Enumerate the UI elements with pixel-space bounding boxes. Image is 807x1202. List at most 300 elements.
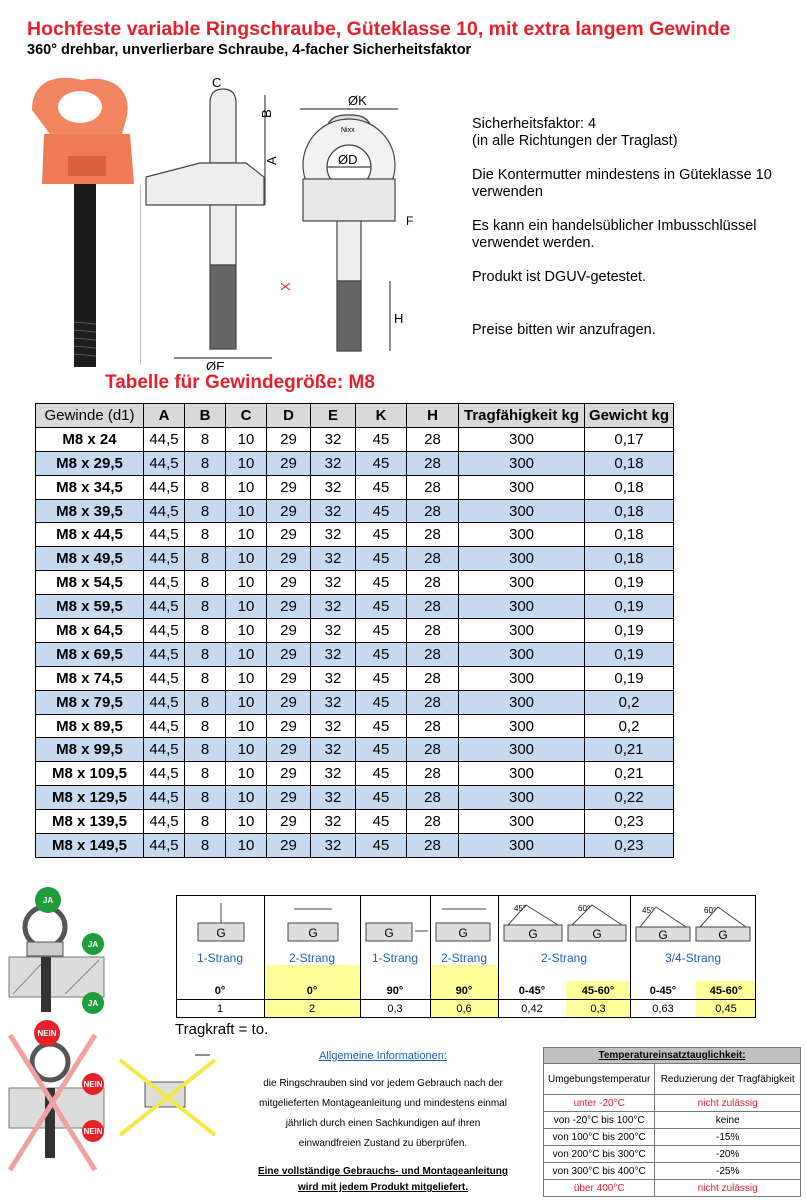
strang-1: 1-Strang: [196, 951, 244, 965]
table-row: [36, 762, 674, 786]
value-cell: 300: [459, 619, 585, 643]
wrong-cross2: [120, 1060, 215, 1135]
info-dguv: Produkt ist DGUV-getestet.: [472, 269, 647, 285]
info-safety-line1: Sicherheitsfaktor: 4: [472, 116, 597, 132]
table-row: [36, 738, 674, 762]
info-safety-line2: (in alle Richtungen der Traglast): [472, 133, 678, 149]
value-cell: 8: [185, 738, 226, 762]
value-cell: 45: [356, 595, 407, 619]
value-cell: 44,5: [144, 499, 185, 523]
strang-4: 2-Strang: [440, 951, 488, 965]
value-cell: 45: [356, 499, 407, 523]
value-cell: 10: [226, 690, 267, 714]
value-cell: 44,5: [144, 762, 185, 786]
spec-header-row: [36, 404, 674, 428]
value-cell: 8: [185, 642, 226, 666]
value-cell: 28: [407, 475, 459, 499]
page-subtitle: 360° drehbar, unverlierbare Schraube, 4-facher Sicherheitsfaktor: [27, 42, 472, 58]
temp-reduction-cell: keine: [655, 1112, 801, 1129]
value-cell: 0,18: [585, 499, 674, 523]
value-cell: 28: [407, 714, 459, 738]
value-cell: 45: [356, 738, 407, 762]
temp-range-cell: von 100°C bis 200°C: [544, 1129, 655, 1146]
value-cell: 29: [267, 523, 311, 547]
temp-reduction-cell: nicht zulässig: [655, 1180, 801, 1197]
front-body: [303, 179, 395, 221]
value-cell: 0,23: [585, 834, 674, 858]
picto-4-g: G: [458, 926, 468, 940]
value-cell: 10: [226, 451, 267, 475]
value-cell: 8: [185, 571, 226, 595]
value-cell: 29: [267, 571, 311, 595]
value-cell: 300: [459, 499, 585, 523]
value-cell: 0,18: [585, 475, 674, 499]
tragkraft-note: Tragkraft = to.: [175, 1021, 269, 1038]
value-cell: 300: [459, 595, 585, 619]
value-cell: 0,19: [585, 571, 674, 595]
value-cell: 32: [311, 834, 356, 858]
thread-size-cell: M8 x 29,5: [36, 451, 144, 475]
value-cell: 0,17: [585, 427, 674, 451]
ok-ring-base: [27, 942, 63, 956]
value-cell: 300: [459, 810, 585, 834]
col-capacity: Tragfähigkeit kg: [459, 404, 585, 428]
strang-5: 2-Strang: [540, 951, 588, 965]
value-cell: 8: [185, 547, 226, 571]
value-cell: 44,5: [144, 642, 185, 666]
thread-size-cell: M8 x 99,5: [36, 738, 144, 762]
value-cell: 45: [356, 571, 407, 595]
picto-5-g: G: [528, 927, 538, 941]
value-cell: 29: [267, 619, 311, 643]
info-nut: Die Kontermutter mindestens in Güteklasse 10 verwenden: [472, 167, 772, 200]
value-cell: 300: [459, 786, 585, 810]
ring-hole: [58, 91, 102, 123]
value-cell: 44,5: [144, 690, 185, 714]
value-cell: 28: [407, 666, 459, 690]
factor-7: 0,63: [652, 1003, 674, 1015]
temp-row: [544, 1180, 801, 1197]
temp-range-cell: von 300°C bis 400°C: [544, 1163, 655, 1180]
thread-size-cell: M8 x 74,5: [36, 666, 144, 690]
value-cell: 10: [226, 547, 267, 571]
value-cell: 0,18: [585, 523, 674, 547]
temp-row: [544, 1112, 801, 1129]
col-weight: Gewicht kg: [585, 404, 674, 428]
value-cell: 32: [311, 451, 356, 475]
value-cell: 32: [311, 523, 356, 547]
temp-range-cell: von -20°C bis 100°C: [544, 1112, 655, 1129]
dim-b-label: B: [259, 109, 274, 118]
value-cell: 29: [267, 595, 311, 619]
value-cell: 28: [407, 690, 459, 714]
value-cell: 32: [311, 571, 356, 595]
thread-size-cell: M8 x 79,5: [36, 690, 144, 714]
value-cell: 8: [185, 810, 226, 834]
col-b: B: [185, 404, 226, 428]
dim-k-label: ØK: [348, 93, 367, 108]
thread-size-cell: M8 x 49,5: [36, 547, 144, 571]
value-cell: 300: [459, 762, 585, 786]
value-cell: 28: [407, 547, 459, 571]
angle-7: 0-45°: [649, 985, 677, 997]
value-cell: 45: [356, 810, 407, 834]
col-e: E: [311, 404, 356, 428]
value-cell: 300: [459, 523, 585, 547]
value-cell: 28: [407, 523, 459, 547]
spec-table: [35, 403, 674, 858]
picto-6-g: G: [592, 927, 602, 941]
table-row: [36, 786, 674, 810]
value-cell: 44,5: [144, 619, 185, 643]
load-table: [176, 895, 756, 1018]
thread-size-cell: M8 x 64,5: [36, 619, 144, 643]
col-c: C: [226, 404, 267, 428]
value-cell: 45: [356, 427, 407, 451]
temp-reduction-cell: -25%: [655, 1163, 801, 1180]
side-shank: [210, 205, 236, 265]
value-cell: 29: [267, 714, 311, 738]
angle-2: 0°: [306, 985, 318, 997]
dim-d-label: ØD: [338, 152, 358, 167]
dim-h-label: H: [394, 311, 404, 326]
value-cell: 28: [407, 738, 459, 762]
general-info-line2: mitgelieferten Montageanleitung und mindestens einmal: [259, 1098, 507, 1109]
value-cell: 44,5: [144, 595, 185, 619]
product-photo: [22, 72, 150, 372]
factor-8: 0,45: [715, 1003, 737, 1015]
page-title: Hochfeste variable Ringschraube, Güteklasse 10, mit extra langem Gewinde: [27, 18, 731, 40]
temp-reduction-cell: nicht zulässig: [655, 1095, 801, 1112]
value-cell: 28: [407, 786, 459, 810]
temp-range-cell: unter -20°C: [544, 1095, 655, 1112]
picto-7-g: G: [658, 928, 668, 942]
factor-4: 0,6: [456, 1003, 472, 1015]
value-cell: 45: [356, 690, 407, 714]
angle-6: 45-60°: [581, 985, 615, 997]
badge-ja-top: JA: [35, 887, 61, 913]
value-cell: 32: [311, 762, 356, 786]
value-cell: 44,5: [144, 427, 185, 451]
value-cell: 29: [267, 834, 311, 858]
value-cell: 29: [267, 451, 311, 475]
table-row: [36, 810, 674, 834]
value-cell: 45: [356, 762, 407, 786]
value-cell: 8: [185, 523, 226, 547]
picto-8-angle: 60°: [704, 906, 717, 915]
thread-size-cell: M8 x 59,5: [36, 595, 144, 619]
value-cell: 32: [311, 475, 356, 499]
value-cell: 300: [459, 427, 585, 451]
value-cell: 29: [267, 547, 311, 571]
value-cell: 28: [407, 427, 459, 451]
value-cell: 32: [311, 619, 356, 643]
general-info-bold1: Eine vollständige Gebrauchs- und Montageanleitung: [257, 1166, 509, 1177]
value-cell: 29: [267, 427, 311, 451]
badge-nein-top: NEIN: [34, 1020, 60, 1046]
dim-e-label: ØE: [206, 359, 225, 370]
thread-size-cell: M8 x 34,5: [36, 475, 144, 499]
value-cell: 44,5: [144, 834, 185, 858]
thread-size-cell: M8 x 44,5: [36, 523, 144, 547]
value-cell: 45: [356, 666, 407, 690]
general-info-bold2: wird mit jedem Produkt mitgeliefert.: [297, 1182, 469, 1193]
thread-size-cell: M8 x 149,5: [36, 834, 144, 858]
value-cell: 28: [407, 571, 459, 595]
thread-size-cell: M8 x 89,5: [36, 714, 144, 738]
info-safety: [472, 116, 802, 150]
temp-row: [544, 1129, 801, 1146]
picto-3-g: G: [384, 926, 394, 940]
value-cell: 44,5: [144, 786, 185, 810]
thread-size-cell: M8 x 109,5: [36, 762, 144, 786]
value-cell: 45: [356, 475, 407, 499]
value-cell: 28: [407, 451, 459, 475]
strang-2: 2-Strang: [288, 951, 336, 965]
table-row: [36, 595, 674, 619]
temp-range-cell: über 400°C: [544, 1180, 655, 1197]
thread-size-cell: M8 x 69,5: [36, 642, 144, 666]
value-cell: 0,19: [585, 642, 674, 666]
value-cell: 300: [459, 642, 585, 666]
value-cell: 29: [267, 642, 311, 666]
angle-1: 0°: [214, 985, 226, 997]
thread-size-cell: M8 x 54,5: [36, 571, 144, 595]
table-row: [36, 714, 674, 738]
value-cell: 44,5: [144, 523, 185, 547]
info-key: Es kann ein handelsüblicher Imbusschlüssel verwendet werden.: [472, 218, 757, 251]
value-cell: 44,5: [144, 475, 185, 499]
value-cell: 300: [459, 547, 585, 571]
value-cell: 8: [185, 762, 226, 786]
strang-6: 3/4-Strang: [664, 951, 722, 965]
temp-col2: Reduzierung der Tragfähigkeit: [655, 1064, 801, 1095]
table-row: [36, 427, 674, 451]
value-cell: 10: [226, 714, 267, 738]
value-cell: 10: [226, 499, 267, 523]
picto-5-angle: 45°: [514, 904, 527, 913]
factor-1: 1: [216, 1003, 224, 1015]
general-info-heading: Allgemeine Informationen:: [319, 1050, 447, 1062]
table-row: [36, 475, 674, 499]
table-row: [36, 834, 674, 858]
front-shank: [337, 221, 361, 281]
dim-f-label: F: [406, 214, 414, 228]
temp-col1: Umgebungstemperatur: [544, 1064, 655, 1095]
value-cell: 28: [407, 834, 459, 858]
picto-1-g: G: [216, 926, 226, 940]
value-cell: 0,23: [585, 810, 674, 834]
table-row: [36, 619, 674, 643]
value-cell: 0,18: [585, 451, 674, 475]
value-cell: 300: [459, 666, 585, 690]
thread-size-cell: M8 x 139,5: [36, 810, 144, 834]
value-cell: 300: [459, 451, 585, 475]
side-base: [146, 163, 264, 205]
side-eye: [210, 89, 236, 163]
value-cell: 8: [185, 666, 226, 690]
value-cell: 45: [356, 834, 407, 858]
table-row: [36, 642, 674, 666]
value-cell: 0,18: [585, 547, 674, 571]
general-info-line1: die Ringschrauben sind vor jedem Gebrauch nach der: [263, 1078, 503, 1089]
value-cell: 10: [226, 762, 267, 786]
general-info: [238, 1046, 528, 1196]
value-cell: 28: [407, 642, 459, 666]
value-cell: 10: [226, 475, 267, 499]
thread-size-cell: M8 x 39,5: [36, 499, 144, 523]
thread-size-cell: M8 x 24: [36, 427, 144, 451]
value-cell: 45: [356, 642, 407, 666]
value-cell: 8: [185, 595, 226, 619]
value-cell: 28: [407, 595, 459, 619]
col-k: K: [356, 404, 407, 428]
value-cell: 300: [459, 714, 585, 738]
value-cell: 45: [356, 523, 407, 547]
factor-6: 0,3: [590, 1003, 606, 1015]
temp-row: [544, 1163, 801, 1180]
factor-3: 0,3: [387, 1003, 403, 1015]
angle-3: 90°: [386, 985, 404, 997]
value-cell: 32: [311, 786, 356, 810]
value-cell: 32: [311, 690, 356, 714]
value-cell: 29: [267, 738, 311, 762]
value-cell: 32: [311, 714, 356, 738]
value-cell: 300: [459, 690, 585, 714]
badge-ja-bottom: JA: [82, 992, 104, 1014]
value-cell: 8: [185, 786, 226, 810]
ring-stamp: [68, 156, 106, 176]
temp-reduction-cell: -15%: [655, 1129, 801, 1146]
value-cell: 0,2: [585, 690, 674, 714]
load-hline: [176, 999, 756, 1000]
value-cell: 29: [267, 762, 311, 786]
value-cell: 0,19: [585, 595, 674, 619]
info-prices: Preise bitten wir anzufragen.: [472, 322, 656, 338]
value-cell: 45: [356, 619, 407, 643]
temp-row: [544, 1095, 801, 1112]
dim-a-label: A: [264, 156, 279, 165]
value-cell: 0,2: [585, 714, 674, 738]
ok-plate: [9, 957, 104, 997]
value-cell: 8: [185, 475, 226, 499]
value-cell: 32: [311, 427, 356, 451]
table-row: [36, 523, 674, 547]
value-cell: 10: [226, 427, 267, 451]
value-cell: 32: [311, 642, 356, 666]
factor-2: 2: [308, 1003, 316, 1015]
value-cell: 0,21: [585, 762, 674, 786]
value-cell: 29: [267, 499, 311, 523]
value-cell: 8: [185, 714, 226, 738]
value-cell: 10: [226, 619, 267, 643]
usage-wrong-image: [5, 1030, 220, 1180]
value-cell: 44,5: [144, 451, 185, 475]
value-cell: 10: [226, 642, 267, 666]
value-cell: 44,5: [144, 666, 185, 690]
picto-6-angle: 60°: [578, 904, 591, 913]
general-info-line4: einwandfreien Zustand zu überprüfen.: [298, 1138, 468, 1149]
picto-2-g: G: [308, 926, 318, 940]
table-row: [36, 451, 674, 475]
value-cell: 10: [226, 595, 267, 619]
technical-drawing: [140, 75, 465, 370]
value-cell: 29: [267, 786, 311, 810]
value-cell: 10: [226, 738, 267, 762]
table-row: [36, 499, 674, 523]
value-cell: 32: [311, 547, 356, 571]
badge-nein-bottom: NEIN: [82, 1120, 104, 1142]
value-cell: 45: [356, 547, 407, 571]
angle-5: 0-45°: [518, 985, 546, 997]
general-info-line3: jährlich durch einen Sachkundigen auf ihren: [285, 1118, 481, 1129]
value-cell: 28: [407, 810, 459, 834]
ok-bolt: [41, 957, 51, 1012]
value-cell: 0,19: [585, 619, 674, 643]
badge-nein-mid: NEIN: [82, 1073, 104, 1095]
strang-3: 1-Strang: [371, 951, 419, 965]
value-cell: 32: [311, 666, 356, 690]
temperature-table: [543, 1047, 801, 1197]
temp-reduction-cell: -20%: [655, 1146, 801, 1163]
value-cell: 8: [185, 690, 226, 714]
value-cell: 10: [226, 786, 267, 810]
value-cell: 29: [267, 666, 311, 690]
value-cell: 8: [185, 427, 226, 451]
table-row: [36, 571, 674, 595]
value-cell: 45: [356, 714, 407, 738]
dim-c-label: C: [212, 75, 222, 90]
table-row: [36, 690, 674, 714]
badge-ja-side: JA: [82, 933, 104, 955]
value-cell: 10: [226, 810, 267, 834]
value-cell: 44,5: [144, 810, 185, 834]
value-cell: 32: [311, 738, 356, 762]
value-cell: 8: [185, 834, 226, 858]
value-cell: 28: [407, 619, 459, 643]
col-a: A: [144, 404, 185, 428]
value-cell: 45: [356, 786, 407, 810]
value-cell: 44,5: [144, 571, 185, 595]
load-pictograms: [176, 895, 756, 955]
value-cell: 0,19: [585, 666, 674, 690]
value-cell: 10: [226, 666, 267, 690]
value-cell: 8: [185, 451, 226, 475]
col-thread: Gewinde (d1): [36, 404, 144, 428]
value-cell: 44,5: [144, 714, 185, 738]
table-row: [36, 547, 674, 571]
value-cell: 32: [311, 499, 356, 523]
value-cell: 300: [459, 475, 585, 499]
info-text: [472, 116, 802, 356]
table-heading: Tabelle für Gewindegröße: M8: [105, 372, 375, 393]
ok-ring: [25, 907, 65, 947]
value-cell: 32: [311, 595, 356, 619]
value-cell: 300: [459, 571, 585, 595]
value-cell: 300: [459, 738, 585, 762]
value-cell: 28: [407, 499, 459, 523]
value-cell: 300: [459, 834, 585, 858]
angle-8: 45-60°: [709, 985, 743, 997]
ring-marking: Nixx: [341, 127, 355, 134]
side-thread: [210, 265, 236, 349]
value-cell: 44,5: [144, 547, 185, 571]
value-cell: 10: [226, 571, 267, 595]
value-cell: 10: [226, 834, 267, 858]
table-row: [36, 666, 674, 690]
factor-5: 0,42: [521, 1003, 543, 1015]
picto-7-angle: 45°: [642, 906, 655, 915]
